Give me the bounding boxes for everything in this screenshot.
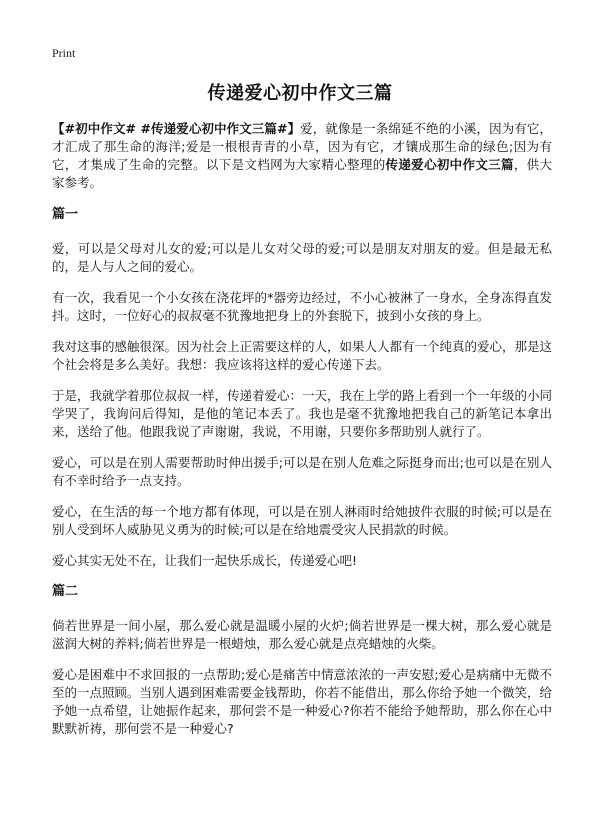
paragraph: 爱心，可以是在别人需要帮助时伸出援手;可以是在别人危难之际挺身而出;也可以是在别人有不幸时给予一点支持。 xyxy=(52,455,552,488)
paragraph: 爱心其实无处不在，让我们一起快乐成长，传递爱心吧! xyxy=(52,553,358,568)
paragraph: 我对这事的感触很深。因为社会上正需要这样的人，如果人人都有一个纯真的爱心，那是这个社会将是多么美好。我想：我应该将这样的爱心传递下去。 xyxy=(52,339,553,372)
paragraph: 爱心，在生活的每一个地方都有体现，可以是在别人淋雨时给她披件衣服的时候;可以是在别人受到坏人威胁见义勇为的时候;可以是在给地震受灾人民捐款的时候。 xyxy=(52,504,552,537)
paragraph: 于是，我就学着那位叔叔一样，传递着爱心：一天，我在上学的路上看到一个一年级的小同学哭了，我询问后得知，是他的笔记本丢了。我也是毫不犹豫地把我自己的新笔记本拿出来，送给了他。他跟我说了声谢谢，我说，不用谢，只要你多帮助别人就行了。 xyxy=(52,388,553,439)
section-heading-2: 篇二 xyxy=(52,584,79,599)
paragraph: 爱心是困难中不求回报的一点帮助;爱心是痛苦中情意浓浓的一声安慰;爱心是病痛中无微不至的一点照顾。当别人遇到困难需要金钱帮助，你若不能借出，那么你给予她一个微笑，给予她一点希望，让她振作起来，那何尝不是一种爱心?你若不能给予她帮助，那么你在心中默默祈祷，那何尝不是一种爱心? xyxy=(52,667,553,736)
paragraph: 倘若世界是一间小屋，那么爱心就是温暖小屋的火炉;倘若世界是一棵大树，那么爱心就是滋润大树的养料;倘若世界是一根蜡烛，那么爱心就是点亮蜡烛的火柴。 xyxy=(52,618,552,651)
intro-text: 爱，就像是一条绵延不绝的小溪，因为有它，才汇成了那生命的海洋;爱是一根根青青的小草，因为有它，才镶成那生命的绿色;因为有它，才集成了生命的完整。以下是文档网为大家精心整理的 xyxy=(52,121,552,172)
article-title: 传递爱心初中作文三篇 xyxy=(207,83,393,104)
paragraph: 爱，可以是父母对儿女的爱;可以是儿女对父母的爱;可以是朋友对朋友的爱。但是最无私的，是人与人之间的爱心。 xyxy=(52,241,552,274)
article-body xyxy=(52,120,552,751)
section-heading-1: 篇一 xyxy=(52,207,79,222)
paragraph: 有一次，我看见一个小女孩在浇花坪的*器旁边经过，不小心被淋了一身水，全身冻得直发抖。这时，一位好心的叔叔毫不犹豫地把身上的外套脱下，披到小女孩的身上。 xyxy=(52,290,552,323)
intro-paragraph xyxy=(52,120,552,192)
intro-text-end: ，供大家参考。 xyxy=(52,157,552,190)
intro-tags: 【#初中作文# #传递爱心初中作文三篇#】 xyxy=(52,121,301,136)
intro-highlight: 传递爱心初中作文三篇 xyxy=(385,157,514,172)
print-link[interactable]: Print xyxy=(52,46,76,60)
